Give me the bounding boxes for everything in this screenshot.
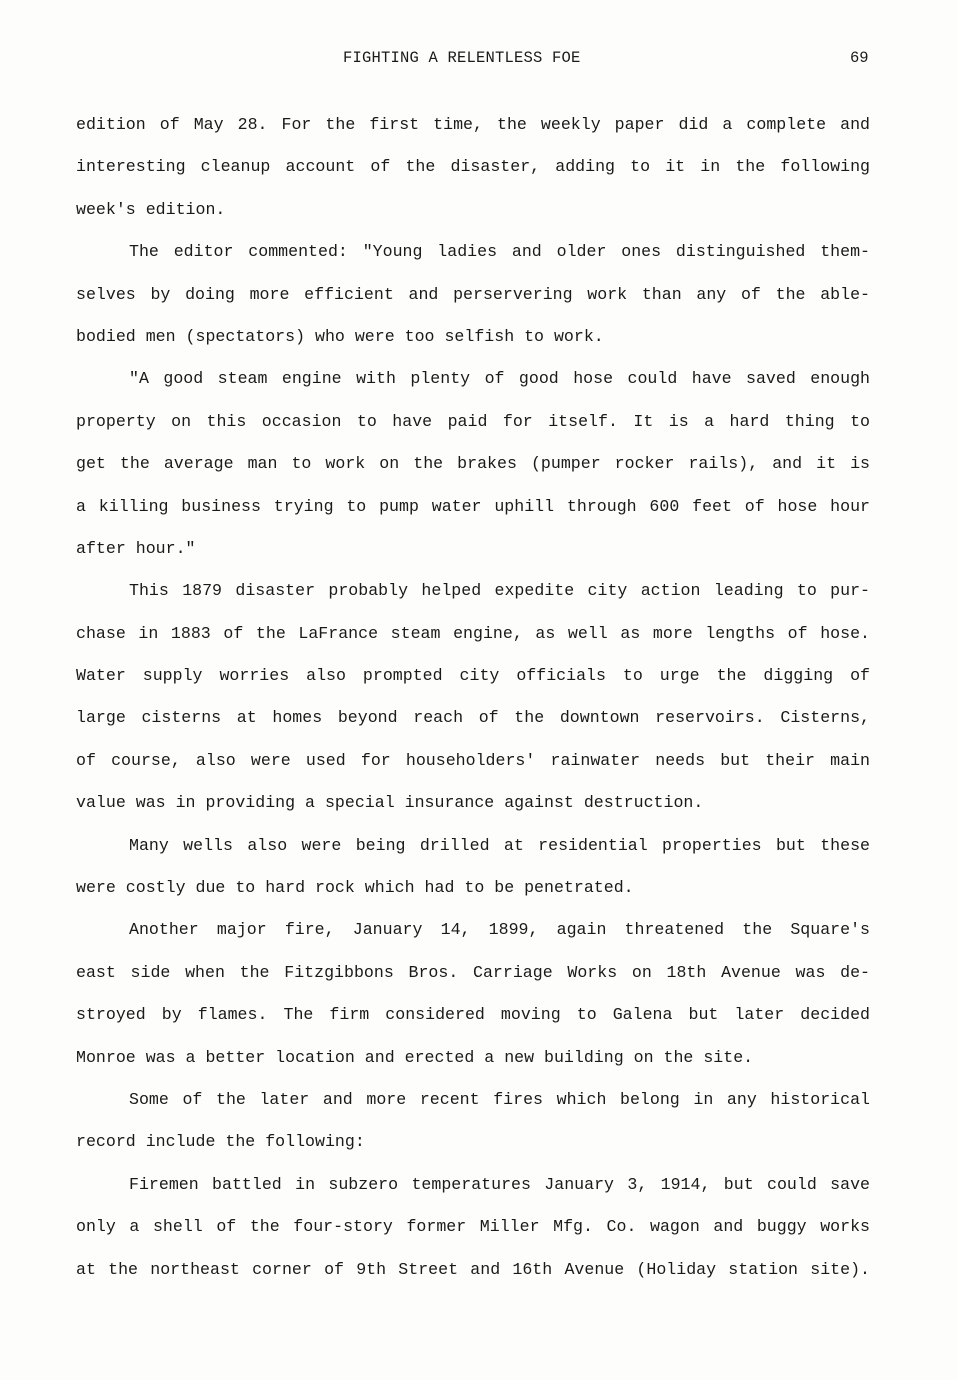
running-title: FIGHTING A RELENTLESS FOE [343,49,581,67]
body-text [76,110,870,1297]
text-line: only a shell of the four-story former Miller Mfg. Co. wagon and buggy works [76,1217,870,1237]
text-line: Many wells also were being drilled at residential properties but these [129,835,870,855]
text-line: Firemen battled in subzero temperatures January 3, 1914, but could save [129,1174,870,1194]
page-number: 69 [850,49,869,67]
text-line: stroyed by flames. The firm considered moving to Galena but later decided [76,1005,870,1025]
running-header [0,49,958,73]
text-line: edition of May 28. For the first time, the weekly paper did a complete and [76,115,870,134]
text-line: Some of the later and more recent fires which belong in any historical [129,1089,870,1109]
text-line: at the northeast corner of 9th Street and 16th Avenue (Holiday station site). [76,1259,870,1279]
text-line: after hour." [76,538,196,558]
text-line: chase in 1883 of the LaFrance steam engine, as well as more lengths of hose. [76,623,870,643]
text-line: get the average man to work on the brakes (pumper rocker rails), and it is [76,454,870,474]
text-line: Another major fire, January 14, 1899, again threatened the Square's [129,920,870,940]
text-line: were costly due to hard rock which had to be penetrated. [76,878,634,898]
text-line: of course, also were used for householders' rainwater needs but their main [76,750,870,770]
text-line: record include the following: [76,1132,365,1152]
text-line: The editor commented: "Young ladies and older ones distinguished them- [129,242,870,262]
text-line: Monroe was a better location and erected a new building on the site. [76,1047,754,1067]
text-line: Water supply worries also prompted city officials to urge the digging of [76,666,870,686]
text-line: property on this occasion to have paid for itself. It is a hard thing to [76,411,870,431]
text-line: week's edition. [76,199,226,219]
text-line: east side when the Fitzgibbons Bros. Carriage Works on 18th Avenue was de- [76,962,870,982]
text-line: large cisterns at homes beyond reach of the downtown reservoirs. Cisterns, [76,708,870,728]
text-line: interesting cleanup account of the disaster, adding to it in the following [76,157,870,177]
text-line: a killing business trying to pump water uphill through 600 feet of hose hour [76,496,870,516]
text-line: selves by doing more efficient and perservering work than any of the able- [76,284,870,304]
text-line: "A good steam engine with plenty of good hose could have saved enough [129,369,870,389]
text-line: bodied men (spectators) who were too selfish to work. [76,326,604,346]
text-line: value was in providing a special insurance against destruction. [76,793,704,813]
text-line: This 1879 disaster probably helped expedite city action leading to pur- [129,581,870,601]
